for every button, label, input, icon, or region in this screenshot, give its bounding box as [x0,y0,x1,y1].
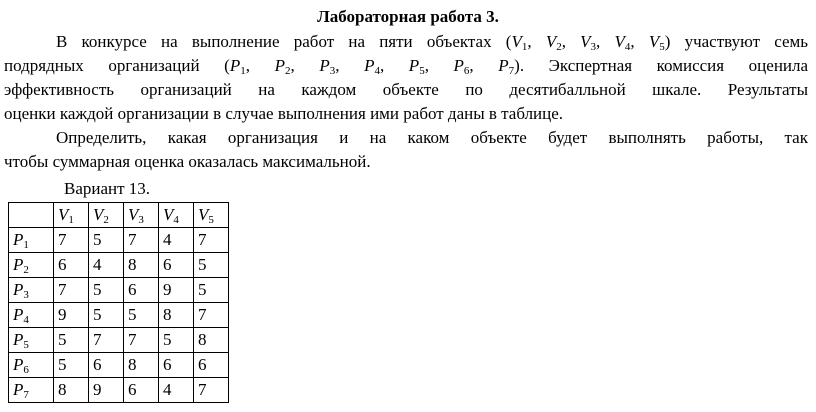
score-cell: 4 [159,378,194,403]
score-cell: 9 [89,378,124,403]
column-header-v2 [89,203,124,228]
row-header-p6 [9,353,54,378]
statement-line: В конкурсе на выполнение работ на пяти объектах ($V_1$, $V_2$, $V_3$, $V_4$, $V_5$) участвуют семь [56,32,809,53]
score-cell: 7 [54,228,89,253]
column-index: 4 [173,214,179,226]
table-row [9,328,229,353]
score-cell: 4 [159,228,194,253]
column-index: 1 [68,214,74,226]
row-letter: P [13,380,24,399]
table-row [9,303,229,328]
score-cell: 7 [89,328,124,353]
row-header-p5 [9,328,54,353]
task-statement [4,126,808,174]
row-letter: P [13,255,24,274]
row-index: 1 [23,239,29,251]
column-letter: V [163,205,174,224]
row-index: 3 [23,289,29,301]
score-cell: 4 [89,253,124,278]
table-row [9,378,229,403]
score-cell: 5 [194,253,229,278]
column-letter: V [198,205,209,224]
task-line: чтобы суммарная оценка оказалась максимальной. [4,152,371,171]
score-cell: 7 [194,228,229,253]
row-letter: P [13,330,24,349]
score-cell: 5 [89,228,124,253]
column-index: 3 [138,214,144,226]
statement-line: подрядных организаций ($P_1$, $P_2$, $P_3$, $P_4$, $P_5$, $P_6$, $P_7$). Экспертная комиссия оценила [4,56,809,77]
score-cell: 7 [124,328,159,353]
column-header-v1 [54,203,89,228]
column-header-v4 [159,203,194,228]
statement-line: эффективность организаций на каждом объекте по десятибалльной шкале. Результаты [4,80,808,99]
row-index: 4 [23,314,29,326]
scores-table [8,202,229,403]
score-cell: 5 [89,303,124,328]
column-letter: V [58,205,69,224]
score-cell: 8 [124,353,159,378]
score-cell: 8 [54,378,89,403]
score-cell: 8 [159,303,194,328]
score-cell: 6 [89,353,124,378]
statement-line: оценки каждой организации в случае выполнения ими работ даны в таблице. [4,104,564,123]
score-cell: 8 [194,328,229,353]
table-body [9,228,229,403]
score-cell: 5 [124,303,159,328]
score-cell: 6 [54,253,89,278]
row-index: 7 [23,389,29,401]
corner-cell [9,203,54,228]
score-cell: 9 [159,278,194,303]
row-letter: P [13,305,24,324]
score-cell: 5 [194,278,229,303]
score-cell: 9 [54,303,89,328]
column-letter: V [128,205,139,224]
column-header-v5 [194,203,229,228]
score-cell: 5 [54,353,89,378]
row-letter: P [13,230,24,249]
table-row [9,353,229,378]
score-cell: 7 [124,228,159,253]
problem-statement [4,30,808,126]
variant-label: Вариант 13. [64,179,151,198]
score-cell: 6 [124,278,159,303]
score-cell: 5 [159,328,194,353]
column-letter: V [93,205,104,224]
row-letter: P [13,280,24,299]
score-cell: 8 [124,253,159,278]
column-index: 5 [208,214,214,226]
table-row [9,228,229,253]
column-header-v3 [124,203,159,228]
score-cell: 6 [159,253,194,278]
score-cell: 7 [54,278,89,303]
row-header-p3 [9,278,54,303]
table-header-row [9,203,229,228]
table-row [9,253,229,278]
row-index: 2 [23,264,29,276]
task-line: Определить, какая организация и на каком объекте будет выполнять работы, так [56,128,808,147]
row-letter: P [13,355,24,374]
score-cell: 6 [159,353,194,378]
row-index: 5 [23,339,29,351]
column-index: 2 [103,214,109,226]
row-header-p7 [9,378,54,403]
score-cell: 6 [194,353,229,378]
row-header-p2 [9,253,54,278]
score-cell: 5 [54,328,89,353]
row-index: 6 [23,364,29,376]
table-row [9,278,229,303]
page-title: Лабораторная работа 3. [317,7,499,26]
score-cell: 7 [194,303,229,328]
score-cell: 6 [124,378,159,403]
score-cell: 5 [89,278,124,303]
score-cell: 7 [194,378,229,403]
row-header-p4 [9,303,54,328]
row-header-p1 [9,228,54,253]
